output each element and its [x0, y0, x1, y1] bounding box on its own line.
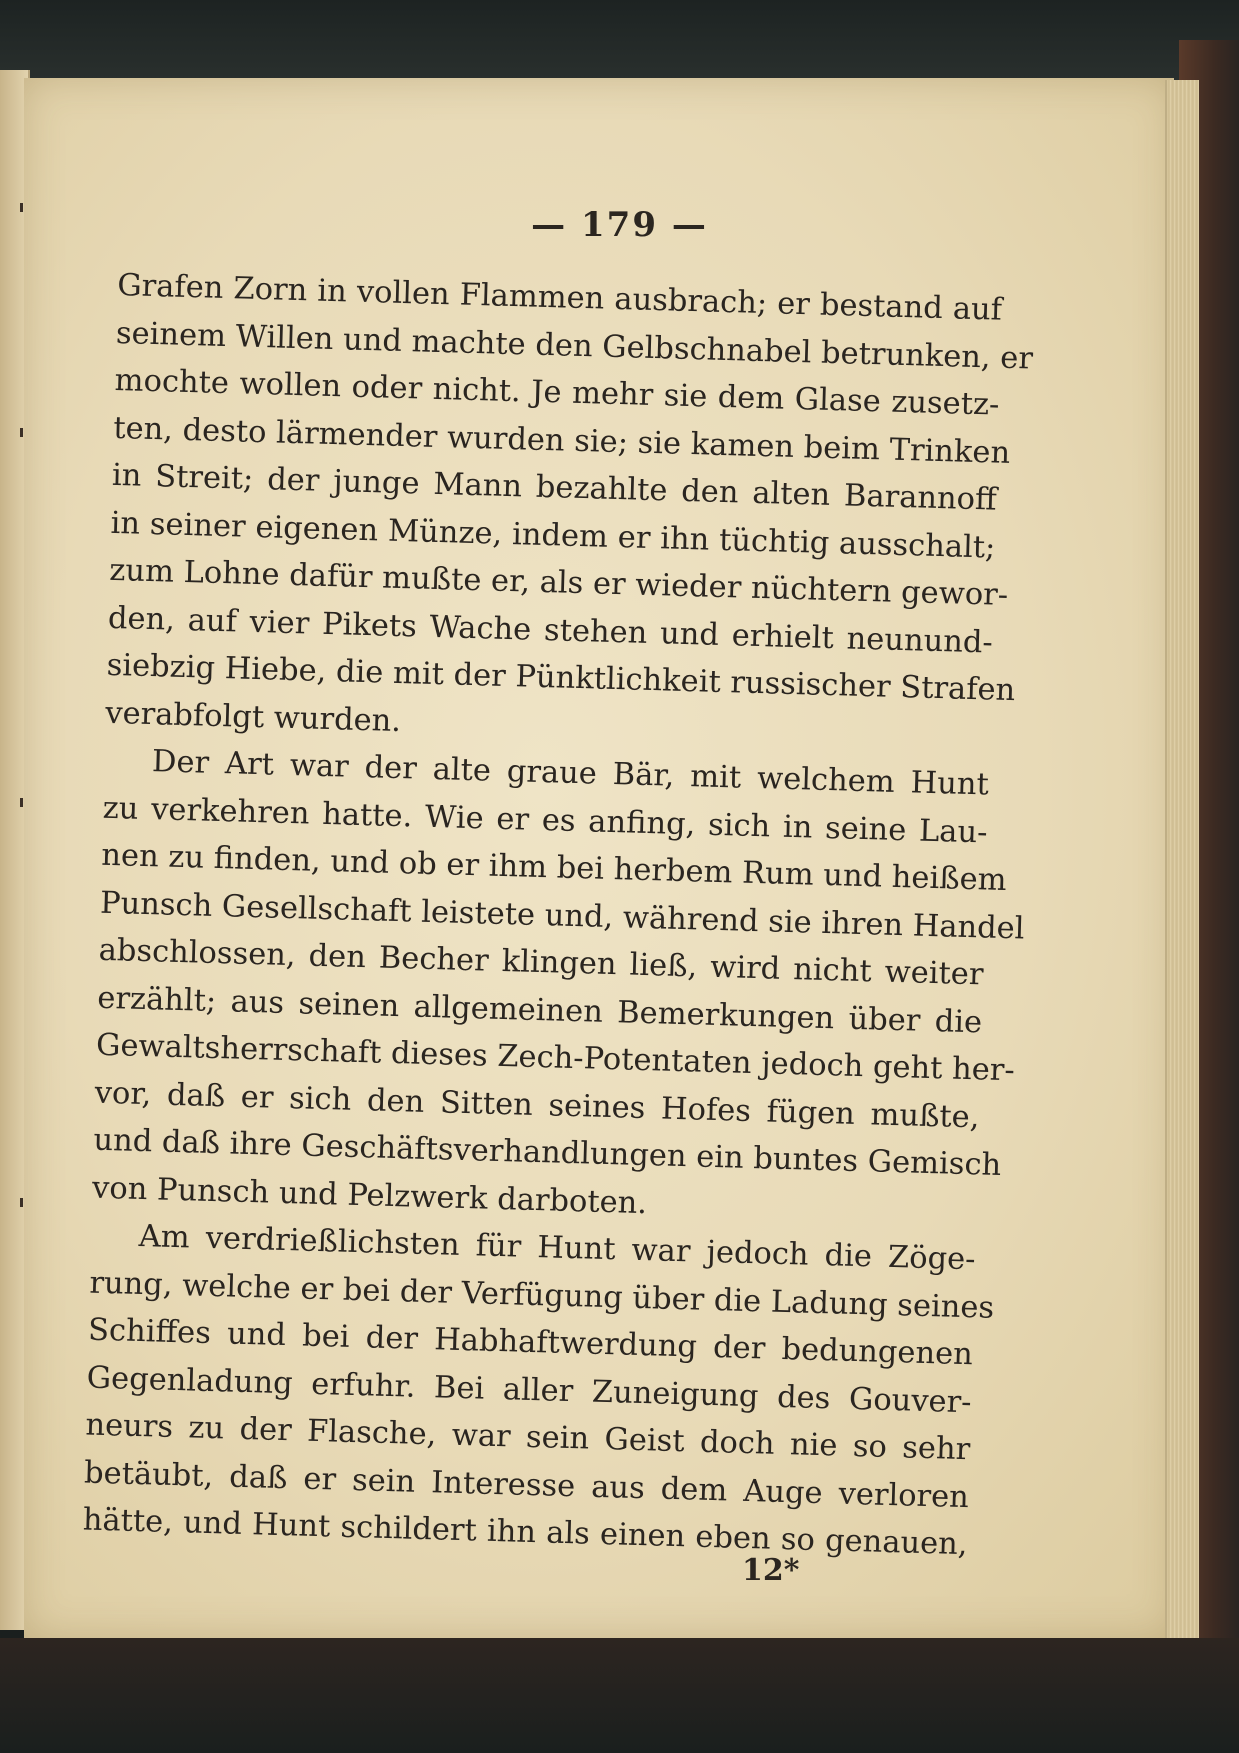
text-line: Am verdrießlichsten für Hunt war jedoch die Zöge-: [138, 1218, 976, 1278]
text-line: abschlossen, den Becher klingen ließ, wird nicht weiter: [98, 932, 984, 993]
text-line: Punsch Gesellschaft leistete und, während sie ihren Handel: [99, 885, 1025, 947]
margin-mark: [20, 798, 23, 807]
signature-mark: 12*: [742, 1553, 800, 1588]
text-line: verabfolgt wurden.: [104, 695, 402, 739]
text-line: zu verkehren hatte. Wie er es anfing, sich in seine Lau-: [102, 790, 988, 850]
text-line: betäubt, daß er sein Interesse aus dem Auge verloren: [83, 1455, 970, 1515]
text-line: in seiner eigenen Münze, indem er ihn tüchtig ausschalt;: [110, 505, 996, 566]
text-line: nen zu finden, und ob er ihm bei herbem Rum und heißem: [100, 837, 1008, 899]
book-cover-top: [0, 0, 1239, 85]
page-stack-edge: [1165, 80, 1199, 1640]
text-line: von Punsch und Pelzwerk darboten.: [91, 1170, 648, 1221]
text-line: erzählt; aus seinen allgemeinen Bemerkungen über die: [96, 980, 983, 1040]
text-line: Schiffes und bei der Habhaftwerdung der bedungenen: [87, 1312, 974, 1373]
text-line: Grafen Zorn in vollen Flammen ausbrach; er bestand auf: [116, 267, 1003, 328]
margin-mark: [20, 1198, 23, 1207]
text-line: seinem Willen und machte den Gelbschnabel betrunken, er: [115, 315, 1034, 377]
text-line: neurs zu der Flasche, war sein Geist doch nie so sehr: [85, 1407, 971, 1468]
book-cover-bottom: [0, 1638, 1239, 1753]
text-line: Gewaltsherrschaft dieses Zech-Potentaten jedoch geht her-: [95, 1027, 1016, 1089]
text-line: siebzig Hiebe, die mit der Pünktlichkeit russischer Strafen: [106, 647, 1016, 709]
paragraph-1: [104, 262, 1034, 762]
text-line: in Streit; der junge Mann bezahlte den alten Barannoff: [111, 457, 998, 518]
text-line: den, auf vier Pikets Wache stehen und erhielt neunund-: [107, 600, 994, 661]
page-header: — 179 —: [531, 205, 708, 245]
paragraph-3: [82, 1212, 995, 1569]
text-line: vor, daß er sich den Sitten seines Hofes fügen mußte,: [94, 1075, 980, 1135]
text-line: mochte wollen oder nicht. Je mehr sie dem Glase zusetz-: [114, 362, 1000, 423]
text-line: rung, welche er bei der Verfügung über die Ladung seines: [89, 1265, 995, 1326]
body-text: [82, 262, 1034, 1569]
text-line: hätte, und Hunt schildert ihn als einen eben so genauen,: [82, 1502, 969, 1563]
paragraph-2: [91, 737, 1025, 1237]
text-line: zum Lohne dafür mußte er, als er wieder nüchtern gewor-: [108, 552, 1009, 613]
text-line: und daß ihre Geschäftsverhandlungen ein buntes Gemisch: [92, 1122, 1002, 1184]
text-line: ten, desto lärmender wurden sie; sie kamen beim Trinken: [112, 410, 1011, 471]
text-line: Gegenladung erfuhr. Bei aller Zuneigung des Gouver-: [86, 1360, 972, 1420]
margin-mark: [20, 428, 23, 437]
text-line: Der Art war der alte graue Bär, mit welchem Hunt: [151, 744, 990, 803]
